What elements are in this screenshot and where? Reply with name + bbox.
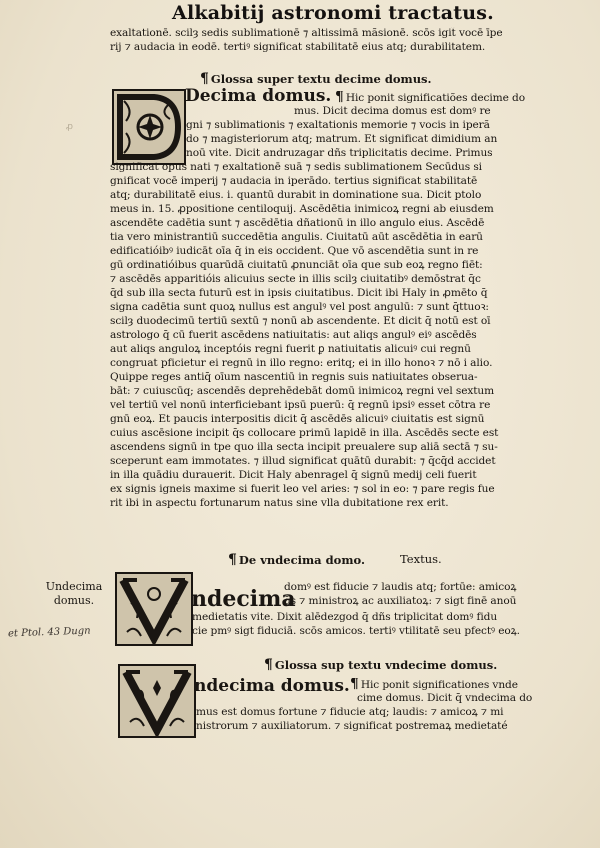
textus-label: Textus. bbox=[400, 552, 442, 566]
gloss-line: ascendens signū in tpe quo illa secta incipit preualere sup aliā sectā ⁊ su- bbox=[110, 441, 498, 453]
section-heading-text-11: ¶ De vndecima domo. bbox=[228, 552, 365, 568]
decorated-initial-d bbox=[112, 89, 186, 165]
gloss-line: gni ⁊ sublimationis ⁊ exaltationis memorie ⁊ vocis in iperã bbox=[186, 119, 490, 131]
ornament-v-icon bbox=[117, 574, 191, 644]
gloss-line: mus. Dicit decima domus est domꝰ re bbox=[294, 105, 491, 117]
paragraph-mark-icon: ¶ bbox=[200, 71, 209, 87]
gloss-line: q̄d sub illa secta futurū est in ipsis ciuitatibus. Dicit ibi Haly in ꝓmēto q̄ bbox=[110, 287, 488, 299]
gloss-line: ascendēte cadētia sunt ⁊ ascēdētia dñationū in illo angulo eius. Ascēdē bbox=[110, 217, 485, 229]
gloss-line: ¶ Hic ponit significationes vnde bbox=[350, 678, 518, 692]
text-line: medietatis vite. Dixit alēdezgod q̄ dñs triplicitat̄ domꝰ fidu bbox=[192, 611, 498, 623]
paragraph-mark-icon: ¶ bbox=[264, 657, 273, 673]
gloss-line: aut aliqs anguloꝝ inceptóis regni fuerit ꝑ natiuitatis alicuiꝰ cui regnū bbox=[110, 343, 471, 355]
ornament-d-icon bbox=[114, 91, 184, 163]
manuscript-annotation: et Ptol. 43 Dugn bbox=[7, 625, 91, 640]
intro-line: rij ⁊ audacia in eodē. tertiꝰ significat stabilitatē eius atq; durabilitatem. bbox=[110, 41, 486, 53]
gloss-line: mus est domus fortune ⁊ fiducie atq; laudis: ⁊ amicoꝝ ⁊ mi bbox=[196, 706, 504, 718]
incipit-undecima-domus: ndecima domus. bbox=[194, 676, 350, 696]
text-line: domꝰ est fiducie ⁊ laudis atq; fortūe: amicoꝝ bbox=[284, 581, 517, 593]
gloss-line: astrologo q̄ cū fuerit ascēdens natiuitatis: aut aliqs angulꝰ eiꝰ ascēdēs bbox=[110, 329, 477, 341]
gloss-line: Quippe reges antiq̄ oīum nascentiū in regnis suis natiuitates obserua- bbox=[110, 371, 478, 383]
gloss-line: nistrorum ⁊ auxiliatorum. ⁊ significat postremaꝝ medietaté bbox=[196, 720, 508, 732]
paragraph-mark-icon: ¶ bbox=[228, 552, 237, 568]
section-heading-gloss-11: ¶ Glossa sup textu vndecime domus. bbox=[264, 657, 498, 673]
intro-line: exaltationē. scilȝ sedis sublimationē ⁊ altissimā mãsionē. scōs igit̃ vocē īpe bbox=[110, 27, 503, 39]
margin-label-undecima: Undecima domus. bbox=[45, 580, 103, 607]
gloss-line: edificatióibꝰ iudicāt oīa q̄ in eis occident. Que vō ascendētia sunt in re bbox=[110, 245, 479, 257]
gloss-line: sceperunt eam immotates. ⁊ illud significat quātū durabit: ⁊ q̄cq̄d accidet bbox=[110, 455, 496, 467]
gloss-line: gū ordinatióibus quarūdā ciuitatū ꝓnunciāt oīa que sub eoꝝ regno fiēt: bbox=[110, 259, 483, 271]
gloss-line: vel tertiū vel nonū interficiebant ipsū puerū: q̄ regnū ipsiꝰ esset cōtra re bbox=[110, 399, 491, 411]
gloss-line: gnū eoꝝ. Et paucis interpositis dicit q̄ ascēdēs alicuiꝰ ciuitatis est signū bbox=[110, 413, 485, 425]
text-line: q̄s ⁊ ministroꝝ ac auxiliatoꝝ: ⁊ sigt finē anoū bbox=[284, 595, 517, 607]
gloss-line: scilȝ duodecimū tertiū sextū ⁊ nonū ab ascendente. Et dicit q̄ notū est oī bbox=[110, 315, 491, 327]
gloss-line: do ⁊ magisteriorum atq; matrum. Et significat dimidium an bbox=[186, 133, 498, 145]
faint-margin-mark: ꝓ bbox=[66, 122, 73, 132]
gloss-line: cime domus. Dicit q̄ vndecima do bbox=[357, 692, 533, 704]
incipit-decima: Decima domus. bbox=[185, 86, 332, 106]
gloss-line: ⁊ ascēdēs apparitióis alicuius secte in illis scilȝ ciuitatibꝰ demōstrat q̄c bbox=[110, 273, 481, 285]
ornament-v-icon bbox=[120, 666, 194, 736]
gloss-line: in illa quādiu durauerit. Dicit Haly abenragel q̄ signū medij celi fuerit bbox=[110, 469, 477, 481]
gloss-line: rit ibi in aspectu fortunarum natus sine vlla dubitatione rex erit. bbox=[110, 497, 449, 509]
gloss-line: noū vite. Dicit andruzagar dñs triplicitatis decime. Primus bbox=[186, 147, 493, 159]
gloss-line: cuius ascēsione incipit q̄s collocare primū lapidē in illa. Ascēdēs secte est bbox=[110, 427, 499, 439]
gloss-line: ¶ Hic ponit significatiões decime do bbox=[335, 91, 526, 105]
section-heading-gloss-10: ¶ Glossa super textu decime domus. bbox=[200, 71, 432, 87]
gloss-line: atq; durabilitatē eius. i. quantū durabit in dominatione sua. Dicit ptolo bbox=[110, 189, 482, 201]
running-header: Alkabitij astronomi tractatus. bbox=[172, 2, 494, 24]
gloss-line: gnificat vocē imperij ⁊ audacia in iperādo. tertius significat stabilitatē bbox=[110, 175, 478, 187]
gloss-line: ex signis igneis maxime si fuerit leo vel aries: ⁊ sol in eo: ⁊ pare regis fue bbox=[110, 483, 495, 495]
paragraph-mark-icon: ¶ bbox=[335, 91, 344, 105]
incipit-undecima: ndecima bbox=[191, 586, 296, 612]
paragraph-mark-icon: ¶ bbox=[350, 678, 359, 692]
gloss-line: tia vero ministrantiū succedētia angulis. Ciuitatū aūt ascēdētia in earū bbox=[110, 231, 483, 243]
gloss-line: bāt: ⁊ cuiuscūq; ascendēs deprehēdebāt domū inimicoꝝ regni vel sextum bbox=[110, 385, 495, 397]
decorated-initial-v-2 bbox=[118, 664, 196, 738]
text-line: cie pmꝰ sigt fiduciā. scōs amicos. tertiꝰ vtilitatē seu pfectꝰ eoꝝ. bbox=[192, 625, 520, 637]
gloss-line: significat opus nati ⁊ exaltationē suā ⁊ sedis sublimationem Secūdus si bbox=[110, 161, 482, 173]
decorated-initial-v bbox=[115, 572, 193, 646]
gloss-line: signa cadētia sunt quoꝝ nullus est angulꝰ vel post angulū: ⁊ sunt q̄ttuoꝛ: bbox=[110, 301, 489, 313]
gloss-line: meus in. 15. ꝓpositione centiloquij. Ascēdētia inimicoꝝ regni ab eiusdem bbox=[110, 203, 494, 215]
gloss-line: congruat pficietur ei regnū in illo regno: eritq; ei in illo honoꝛ ⁊ nō i alio. bbox=[110, 357, 493, 369]
